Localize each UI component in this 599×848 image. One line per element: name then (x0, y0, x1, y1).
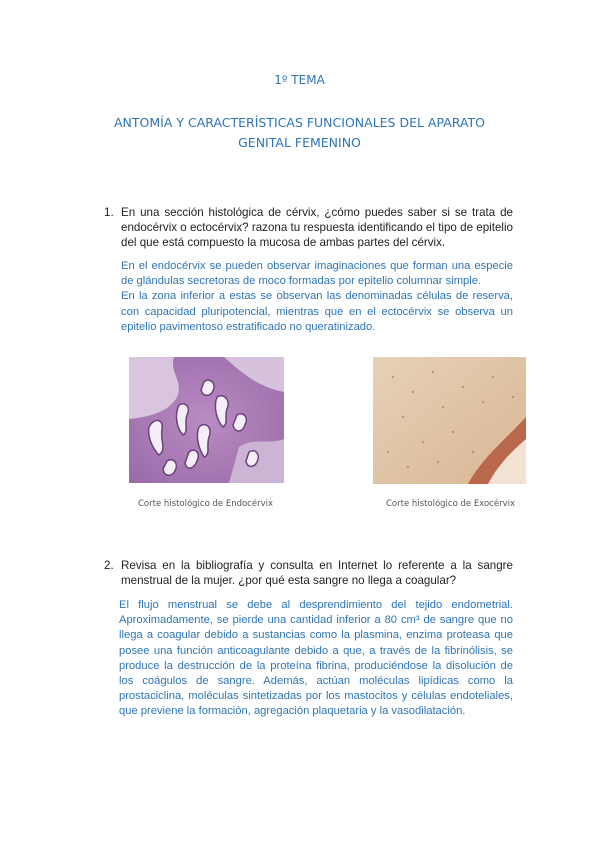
question-number: 2. (104, 559, 114, 572)
endocervix-caption: Corte histológico de Endocérvix (138, 499, 273, 509)
answer-2 (119, 598, 513, 720)
answer-paragraph: En el endocérvix se pueden observar imaginaciones que forman una especie de glándulas secretoras de moco formadas por epitelio columnar simple. (121, 260, 513, 288)
question-1 (104, 205, 513, 250)
page-title-text: ANTOMÍA Y CARACTERÍSTICAS FUNCIONALES DEL APARATO GENITAL FEMENINO (114, 115, 485, 150)
question-text: Revisa en la bibliografía y consulta en Internet lo referente a la sangre menstrual de la mujer. ¿por qué esta sangre no llega a coagular? (121, 559, 513, 587)
exocervix-histology-illustration (373, 357, 526, 484)
answer-paragraph: El flujo menstrual se debe al desprendimiento del tejido endometrial. Aproximadamente, se pierde una cantidad inferior a 80 cm³ de sangre que no llega a coagular debido a sustancias como la plasmina, enzima proteasa que posee una función anticoagulante debido a que, a través de la fibrinólisis, se produce la destrucción de la proteína fibrina, produciéndose la disolución de los coágulos de sangre. Además, actúan moléculas lipídicas como la prostaciclina, moléculas sintetizadas por los mastocitos y células endoteliales, que previene la formación, agregación plaquetaria y la vasodilatación. (119, 599, 513, 718)
question-number: 1. (104, 206, 114, 219)
answer-paragraph: En la zona inferior a estas se observan las denominadas células de reserva, con capacidad pluripotencial, mientras que en el ectocérvix se observa un epitelio pavimentoso estratificado no queratinizado. (121, 290, 513, 333)
exocervix-caption: Corte histológico de Exocérvix (386, 499, 515, 509)
question-text: En una sección histológica de cérvix, ¿cómo puedes saber si se trata de endocérvix o ectocérvix? razona tu respuesta identificando el tipo de epitelio del que está compuesto la mucosa de ambas partes del cérvix. (121, 206, 513, 249)
endocervix-histology-illustration (129, 357, 284, 483)
question-2 (104, 558, 513, 588)
page-title (0, 113, 599, 153)
exocervix-histology-image (373, 357, 526, 484)
endocervix-histology-image (129, 357, 284, 483)
topic-heading: 1º TEMA (274, 73, 325, 87)
answer-1 (121, 259, 513, 335)
